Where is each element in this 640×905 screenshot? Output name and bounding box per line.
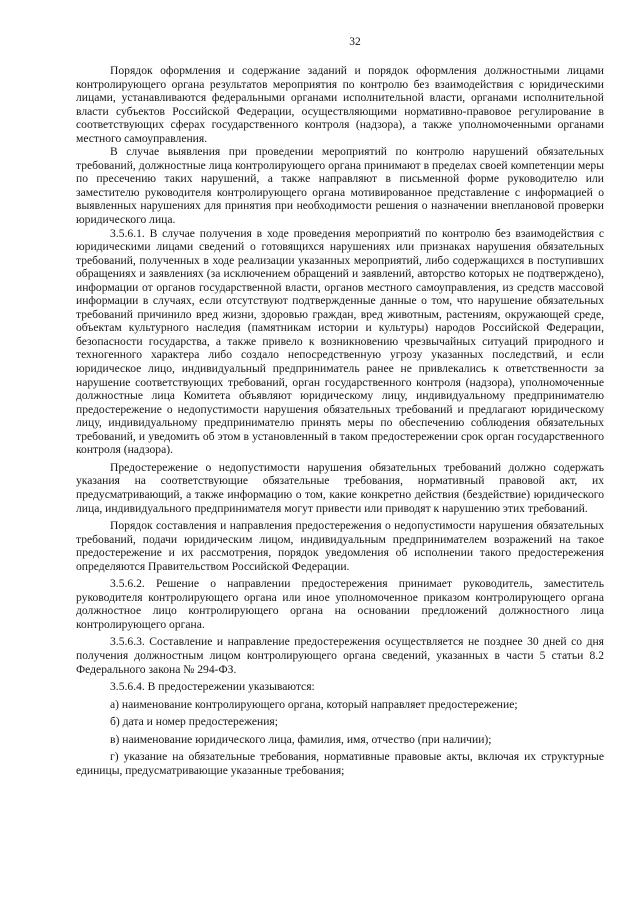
paragraph-3-5-6-2: 3.5.6.2. Решение о направлении предостережения принимает руководитель, заместитель руководителя контролирующего органа или иное уполномоченное приказом контролирующего органа должностное лицо контролирующего органа на основании предложений должностного лица контролирующего органа. [76, 577, 604, 631]
paragraph-3-5-6-1: 3.5.6.1. В случае получения в ходе проведения мероприятий по контролю без взаимодействия с юридическими лицами сведений о готовящихся нарушениях или признаках нарушения обязательных требований, полученных в ходе реализации указанных мероприятий, либо содержащихся в поступивших обращениях и заявлениях (за исключением обращений и заявлений, авторство которых не подтверждено), информации от органов государственной власти, органов местного самоуправления, из средств массовой информации в случаях, если отсутствуют подтвержденные данные о том, что нарушение обязательных требований причинило вред жизни, здоровью граждан, вред животным, растениям, окружающей среде, объектам культурного наследия (памятникам истории и культуры) народов Российской Федерации, безопасности государства, а также привело к возникновению чрезвычайных ситуаций природного и техногенного характера либо создало непосредственную угрозу указанных последствий, и если юридическое лицо, индивидуальный предприниматель ранее не привлекались к ответственности за нарушение соответствующих требований, орган государственного контроля (надзора), уполномоченные должностные лица Комитета объявляют юридическому лицу, индивидуальному предпринимателю предостережение о недопустимости нарушения обязательных требований и предлагают юридическому лицу, индивидуальному предпринимателю принять меры по обеспечению соблюдения обязательных требований, и уведомить об этом в установленный в таком предостережении срок орган государственного контроля (надзора). [76, 226, 604, 457]
list-item-v: в) наименование юридического лица, фамилия, имя, отчество (при наличии); [110, 732, 492, 746]
paragraph-warning-content: Предостережение о недопустимости нарушения обязательных требований должно содержать указания на соответствующие обязательные требования, нормативный правовой акт, их предусматривающий, а также информацию о том, какие конкретно действия (бездействие) юридического лица, индивидуального предпринимателя могут привести или приводят к нарушению этих требований. [76, 460, 604, 515]
paragraph-3-5-6-4: 3.5.6.4. В предостережении указываются: [110, 680, 315, 694]
page-number: 32 [349, 36, 361, 48]
paragraph-3-5-6-3: 3.5.6.3. Составление и направление предостережения осуществляется не позднее 30 дней со дня получения должностным лицом контролирующего органа сведений, указанных в части 5 статьи 8.2 Федерального закона № 294-ФЗ. [76, 635, 604, 676]
list-item-b: б) дата и номер предостережения; [110, 715, 278, 729]
paragraph-control-tasks-procedure: Порядок оформления и содержание заданий и порядок оформления должностными лицами контролирующего органа результатов мероприятия по контролю без взаимодействия с юридическими лицами, устанавливаются федеральными органами исполнительной власти, органами исполнительной власти субъектов Российской Федерации, осуществляющими нормативно-правовое регулирование в соответствующих сферах государственного контроля (надзора), а также уполномоченными органами местного самоуправления. [76, 64, 604, 145]
paragraph-violations-detected: В случае выявления при проведении мероприятий по контролю нарушений обязательных требований, должностные лица контролирующего органа принимают в пределах своей компетенции меры по пресечению таких нарушений, а также направляют в письменной форме руководителю или заместителю руководителя контролирующего органа мотивированное представление с информацией о выявленных нарушениях для принятия при необходимости решения о назначении внеплановой проверки юридического лица. [76, 145, 604, 227]
list-item-a: а) наименование контролирующего органа, который направляет предостережение; [110, 697, 518, 711]
list-item-g: г) указание на обязательные требования, нормативные правовые акты, включая их структурные единицы, предусматривающие указанные требования; [76, 750, 604, 777]
paragraph-warning-procedure: Порядок составления и направления предостережения о недопустимости нарушения обязательных требований, подачи юридическим лицом, индивидуальным предпринимателем возражений на такое предостережение и их рассмотрения, порядок уведомления об исполнении такого предостережения определяются Правительством Российской Федерации. [76, 519, 604, 573]
